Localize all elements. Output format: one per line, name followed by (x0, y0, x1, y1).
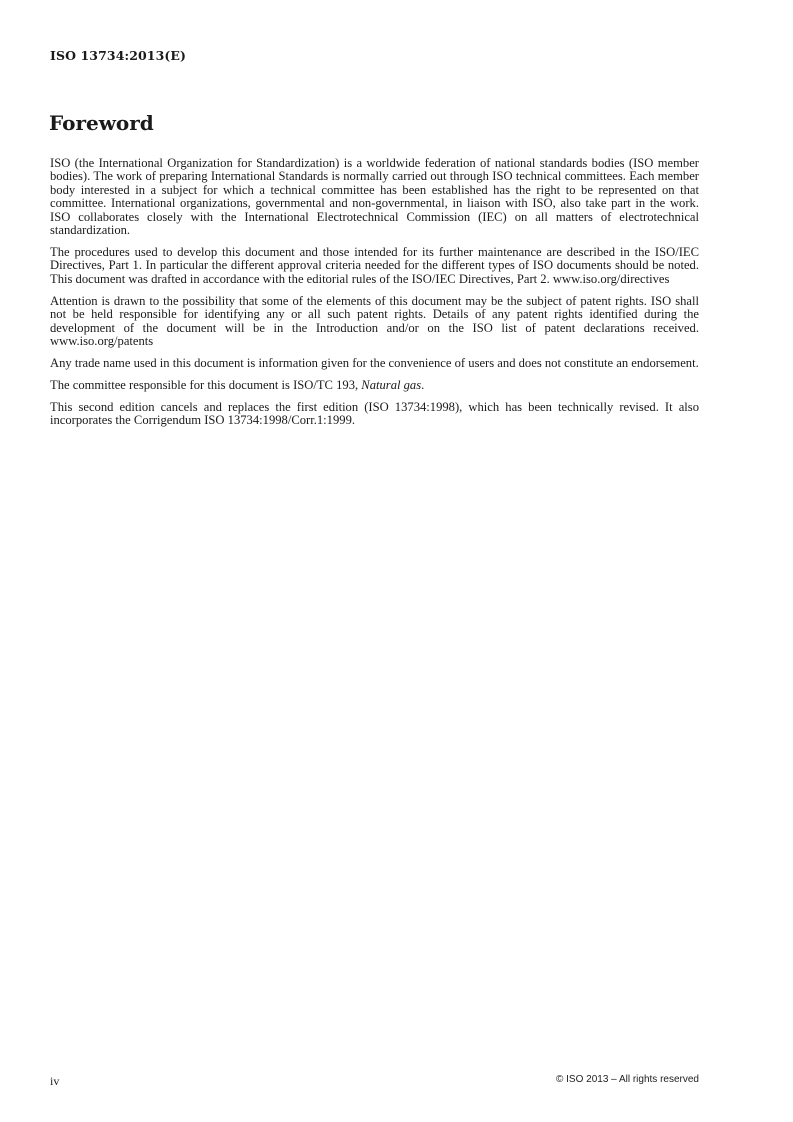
paragraph-committee (50, 379, 699, 392)
document-id: ISO 13734:2013(E) (50, 48, 187, 63)
committee-suffix: . (421, 378, 425, 393)
paragraph-procedures: The procedures used to develop this document and those intended for its further maintenance are described in the ISO/IEC Directives, Part 1. In particular the different approval criteria needed for the different types of ISO documents should be noted. This document was drafted in accordance with the editorial rules of the ISO/IEC Directives, Part 2. www.iso.org/directives (50, 245, 699, 286)
committee-prefix: The committee responsible for this document is ISO/TC 193, (50, 378, 362, 393)
paragraph-edition: This second edition cancels and replaces the first edition (ISO 13734:1998), which has been technically revised. It also incorporates the Corrigendum ISO 13734:1998/Corr.1:1999. (50, 400, 699, 428)
foreword-body (50, 157, 699, 436)
page-number: iv (50, 1074, 60, 1088)
paragraph-patents: Attention is drawn to the possibility that some of the elements of this document may be the subject of patent rights. ISO shall not be held responsible for identifying any or all such patent rights. Details of any patent rights identified during the development of the document will be in the Introduction and/or on the ISO list of patent declarations received. www.iso.org/patents (50, 293, 699, 349)
copyright-notice: © ISO 2013 – All rights reserved (556, 1074, 699, 1085)
page-title: Foreword (49, 111, 154, 135)
paragraph-trade-name: Any trade name used in this document is information given for the convenience of users and does not constitute an endorsement. (50, 356, 699, 371)
paragraph-iso-intro: ISO (the International Organization for Standardization) is a worldwide federation of national standards bodies (ISO member bodies). The work of preparing International Standards is normally carried out through ISO technical committees. Each member body interested in a subject for which a technical committee has been established has the right to be represented on that committee. International organizations, governmental and non-governmental, in liaison with ISO, also take part in the work. ISO collaborates closely with the International Electrotechnical Commission (IEC) on all matters of electrotechnical standardization. (50, 156, 699, 238)
committee-name: Natural gas (361, 378, 422, 393)
